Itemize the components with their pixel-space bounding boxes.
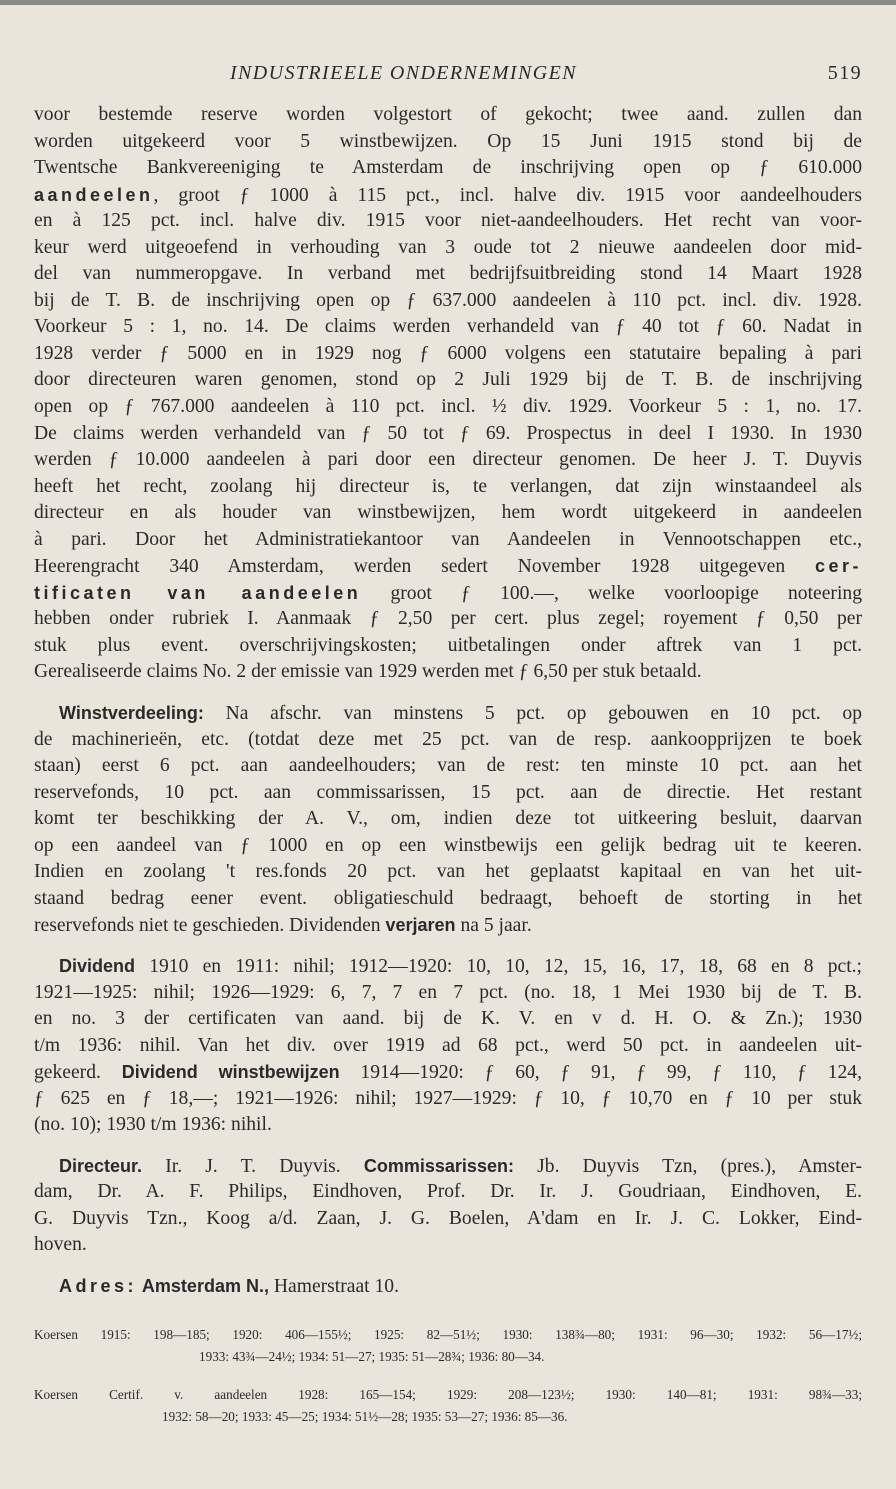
text-line: à pari. Door het Administratiekantoor van Aandeelen in Vennootschappen etc., — [34, 528, 862, 550]
paragraph-dividend — [34, 953, 862, 1139]
text-line: stuk plus event. overschrijvingskosten; uitbetalingen onder aftrek van 1 pct. — [34, 634, 862, 656]
text-line: De claims werden verhandeld van ƒ 50 tot ƒ 69. Prospectus in deel I 1930. In 1930 — [34, 422, 862, 444]
spaced-term: tificaten van aandeelen — [34, 582, 362, 603]
text-run: 1914—1920: ƒ 60, ƒ 91, ƒ 99, ƒ 110, ƒ 124, — [339, 1062, 862, 1084]
text-line — [34, 912, 862, 939]
text-line: 1921—1925: nihil; 1926—1929: 6, 7, 7 en 7 pct. (no. 18, 1 Mei 1930 bij de T. B. — [34, 981, 862, 1003]
text-run: Na afschr. van minstens 5 pct. op gebouwen en 10 pct. op — [203, 703, 862, 725]
text-line: Twentsche Bankvereeniging te Amsterdam de inschrijving open op ƒ 610.000 — [34, 157, 862, 179]
text-run: 1910 en 1911: nihil; 1912—1920: 10, 10, 12, 15, 16, 17, 18, 68 en 8 pct.; — [135, 955, 862, 977]
section-label: Winstverdeeling: — [59, 703, 204, 724]
text-run: Ir. J. T. Duyvis. — [142, 1155, 364, 1177]
quote-line: Koersen 1915: 198—185; 1920: 406—155½; 1925: 82—51½; 1930: 138¾—80; 1931: 96—30; 1932: 56—17½; — [34, 1327, 862, 1342]
paragraph-winstverdeeling — [34, 700, 862, 939]
text-run: Heerengracht 340 Amsterdam, werden sedert November 1928 uitgegeven — [34, 556, 815, 578]
text-line: hoven. — [34, 1234, 87, 1256]
text-run: Jb. Duyvis Tzn, (pres.), Amster- — [513, 1155, 862, 1177]
section-label: Commissarissen: — [363, 1155, 514, 1176]
section-label: Dividend — [59, 955, 136, 976]
top-border — [0, 0, 896, 5]
text-line: op een aandeel van ƒ 1000 en op een winstbewijs een gelijk bedrag uit te keeren. — [34, 834, 862, 856]
quote-line: Koersen Certif. v. aandeelen 1928: 165—154; 1929: 208—123½; 1930: 140—81; 1931: 98¾—33; — [34, 1387, 862, 1402]
text-line: G. Duyvis Tzn., Koog a/d. Zaan, J. G. Boelen, A'dam en Ir. J. C. Lokker, Eind- — [34, 1207, 862, 1229]
text-line: t/m 1936: nihil. Van het div. over 1919 ad 68 pct., werd 50 pct. in aandeelen uit- — [34, 1034, 862, 1056]
text-line — [34, 1059, 862, 1086]
text-line: open op ƒ 767.000 aandeelen à 110 pct. incl. ½ div. 1929. Voorkeur 5 : 1, no. 17. — [34, 396, 862, 418]
spaced-term: aandeelen — [34, 184, 154, 205]
text-line: werden ƒ 10.000 aandeelen à pari door een directeur genomen. De heer J. T. Duyvis — [34, 449, 862, 471]
text-line — [34, 700, 862, 727]
text-line: voor bestemde reserve worden volgestort of gekocht; twee aand. zullen dan — [34, 104, 862, 125]
page-number: 519 — [827, 62, 862, 84]
text-line — [34, 182, 862, 209]
text-run: reservefonds niet te geschieden. Dividenden — [34, 915, 386, 937]
text-line: bij de T. B. de inschrijving open op ƒ 637.000 aandeelen à 110 pct. incl. div. 1928. — [34, 289, 862, 311]
text-line: Indien en zoolang 't res.fonds 20 pct. van het geplaatst kapitaal en van het uit- — [34, 861, 862, 883]
text-line: reservefonds, 10 pct. aan commissarissen, 15 pct. aan de directie. Het restant — [34, 781, 862, 803]
text-line: Voorkeur 5 : 1, no. 14. De claims werden verhandeld van ƒ 40 tot ƒ 60. Nadat in — [34, 316, 862, 338]
text-line: de machinerieën, etc. (totdat deze met 25 pct. van de resp. aankoopprijzen te boek — [34, 728, 862, 750]
text-line — [34, 580, 862, 607]
text-line: ƒ 625 en ƒ 18,—; 1921—1926: nihil; 1927—1929: ƒ 10, ƒ 10,70 en ƒ 10 per stuk — [34, 1087, 862, 1109]
paragraph-adres — [34, 1273, 862, 1300]
text-line: del van nummeropgave. In verband met bedrijfsuitbreiding stond 14 Maart 1928 — [34, 263, 862, 285]
text-line — [34, 1153, 862, 1180]
text-line: hebben onder rubriek I. Aanmaak ƒ 2,50 per cert. plus zegel; royement ƒ 0,50 per — [34, 608, 862, 630]
text-line — [34, 953, 862, 980]
text-line: 1928 verder ƒ 5000 en in 1929 nog ƒ 6000 volgens een statutaire bepaling à pari — [34, 342, 862, 364]
text-run: na 5 jaar. — [455, 915, 532, 937]
text-line: en no. 3 der certificaten van aand. bij de K. V. en v d. H. O. & Zn.); 1930 — [34, 1008, 862, 1030]
text-line: door directeuren waren genomen, stond op 2 Juli 1929 bij de T. B. de inschrijving — [34, 369, 862, 391]
text-run: Hamerstraat 10. — [268, 1275, 399, 1297]
text-line — [34, 553, 862, 580]
text-run: , groot ƒ 1000 à 115 pct., incl. halve div. 1915 voor aandeelhouders — [153, 184, 862, 206]
paragraph-emission — [34, 102, 862, 686]
text-line: directeur en als houder van winstbewijzen, hem wordt uitgekeerd in aandeelen — [34, 502, 862, 524]
text-line: Gerealiseerde claims No. 2 der emissie van 1929 werden met ƒ 6,50 per stuk betaald. — [34, 661, 702, 683]
text-line: staand bedrag eener event. obligatieschuld bedraagt, behoeft de storting in het — [34, 887, 862, 909]
text-line: keur werd uitgeoefend in verhouding van 3 oude tot 2 nieuwe aandeelen door mid- — [34, 236, 862, 258]
bold-term: verjaren — [385, 915, 456, 936]
quote-line: 1932: 58—20; 1933: 45—25; 1934: 51½—28; 1935: 53—27; 1936: 85—36. — [162, 1409, 568, 1424]
section-label: Dividend winstbewijzen — [121, 1062, 340, 1083]
section-label: Adres: — [59, 1275, 138, 1296]
quote-line: 1933: 43¾—24½; 1934: 51—27; 1935: 51—28¾; 1936: 80—34. — [199, 1349, 545, 1364]
section-label: Directeur. — [59, 1155, 143, 1176]
paragraph-directeur — [34, 1153, 862, 1259]
text-run: gekeerd. — [34, 1062, 122, 1084]
text-line: komt ter beschikking der A. V., om, indien deze tot uitkeering besluit, daarvan — [34, 808, 862, 830]
spaced-term: cer- — [814, 556, 862, 577]
running-head — [34, 62, 862, 88]
bold-term: Amsterdam N., — [141, 1275, 269, 1296]
page-title: INDUSTRIEELE ONDERNEMINGEN — [230, 62, 577, 84]
page-body — [34, 102, 862, 1300]
text-run: groot ƒ 100.—, welke voorloopige noteering — [361, 582, 862, 604]
text-line — [34, 1273, 862, 1300]
koersen-block — [34, 1324, 862, 1368]
text-line: en à 125 pct. incl. halve div. 1915 voor niet-aandeelhouders. Het recht van voor- — [34, 210, 862, 232]
text-line: dam, Dr. A. F. Philips, Eindhoven, Prof. Dr. Ir. J. Goudriaan, Eindhoven, E. — [34, 1181, 862, 1203]
koersen-cert-block — [34, 1384, 862, 1428]
text-line: staan) eerst 6 pct. aan aandeelhouders; van de rest: ten minste 10 pct. aan het — [34, 755, 862, 777]
text-line: worden uitgekeerd voor 5 winstbewijzen. Op 15 Juni 1915 stond bij de — [34, 130, 862, 152]
text-line: heeft het recht, zoolang hij directeur is, te verlangen, dat zijn winstaandeel als — [34, 475, 862, 497]
text-line: (no. 10); 1930 t/m 1936: nihil. — [34, 1114, 272, 1136]
